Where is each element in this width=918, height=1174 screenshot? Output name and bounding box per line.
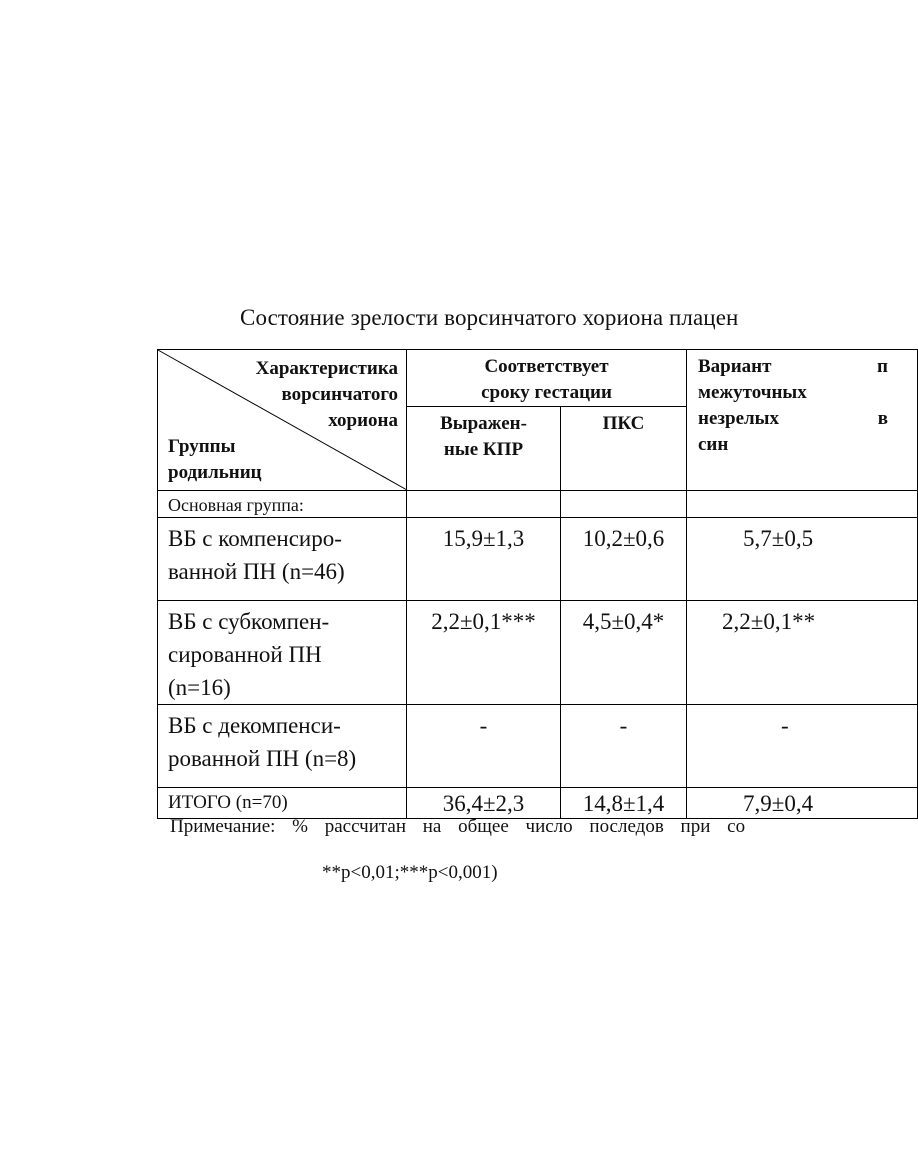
table-note: Примечание: % рассчитан на общее число последов при со (170, 816, 746, 837)
section-row (158, 491, 918, 518)
groups-label: Группы родильниц (168, 436, 262, 483)
significance-note: **p<0,01;***p<0,001) (322, 862, 498, 883)
table-title: Состояние зрелости ворсинчатого хориона плацен (240, 305, 739, 330)
row-label: ВБ с декомпенси- рованной ПН (n=8) (158, 705, 407, 788)
table-row (158, 518, 918, 601)
subheader-pks: ПКС (561, 407, 687, 491)
value-variant: 5,7±0,5 (743, 526, 814, 551)
total-row (158, 788, 918, 819)
total-label: ИТОГО (n=70) (168, 792, 288, 813)
table-row (158, 705, 918, 788)
value-pks: 4,5±0,4* (582, 609, 665, 634)
value-kpr: 2,2±0,1*** (431, 609, 536, 634)
total-kpr: 36,4±2,3 (442, 791, 525, 816)
value-kpr: - (479, 713, 488, 738)
row-label: ВБ с субкомпен- сированной ПН (n=16) (158, 601, 407, 705)
value-pks: - (619, 713, 628, 738)
value-variant: 2,2±0,1** (722, 609, 816, 634)
total-pks: 14,8±1,4 (582, 791, 665, 816)
section-label: Основная группа: (168, 495, 304, 515)
maturity-table-container (157, 349, 888, 816)
gestation-match-header: Соответствует сроку гестации (407, 350, 687, 407)
table-row (158, 601, 918, 705)
variant-header: Вариант п межуточных незрелых в син (687, 350, 918, 491)
characteristic-label: Характеристика ворсинчатого хориона (255, 358, 398, 431)
diagonal-header-cell (158, 350, 407, 491)
value-variant: - (781, 713, 789, 738)
row-label: ВБ с компенсиро- ванной ПН (n=46) (158, 518, 407, 601)
maturity-table (157, 349, 918, 819)
value-pks: 10,2±0,6 (582, 526, 665, 551)
total-variant: 7,9±0,4 (743, 791, 814, 816)
header-row-1 (158, 350, 918, 407)
value-kpr: 15,9±1,3 (442, 526, 525, 551)
subheader-kpr: Выражен- ные КПР (407, 407, 561, 491)
